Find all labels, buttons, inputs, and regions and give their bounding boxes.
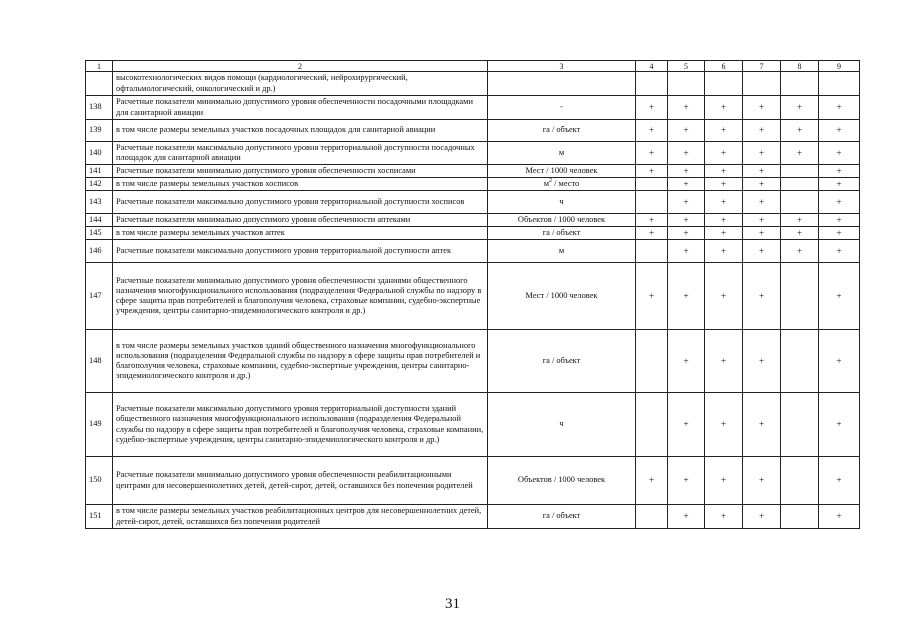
row-number: 142	[86, 178, 113, 191]
row-description: в том числе размеры земельных участков посадочных площадок для санитарной авиации	[113, 120, 488, 142]
row-number: 146	[86, 240, 113, 263]
unit-text: -	[560, 102, 563, 112]
col-header: 2	[113, 61, 488, 72]
applicability-mark: +	[819, 457, 860, 505]
col-header: 9	[819, 61, 860, 72]
row-unit	[488, 214, 636, 227]
unit-text: Объектов / 1000 человек	[517, 214, 606, 224]
applicability-mark	[781, 393, 819, 457]
applicability-mark: +	[705, 240, 743, 263]
unit-tail: / место	[552, 178, 580, 188]
table-row	[86, 191, 860, 214]
applicability-mark: +	[705, 457, 743, 505]
applicability-mark: +	[705, 178, 743, 191]
applicability-mark: +	[668, 227, 705, 240]
row-unit	[488, 457, 636, 505]
applicability-mark: +	[705, 214, 743, 227]
applicability-mark: +	[819, 165, 860, 178]
row-unit	[488, 240, 636, 263]
applicability-mark: +	[636, 96, 668, 120]
unit-text: м	[558, 147, 565, 157]
row-unit	[488, 165, 636, 178]
row-number: 145	[86, 227, 113, 240]
applicability-mark	[781, 457, 819, 505]
row-description: в том числе размеры земельных участков зданий общественного назначения многофункционального использования (подразделения Федеральной службы по надзору в сфере защиты прав потребителей и благополучия человека, страховые компании, судебно-экспертные учреждения, центры санитарно-эпидемиологического контроля и др.)	[113, 330, 488, 393]
unit-text: Мест / 1000 человек	[525, 165, 598, 175]
unit-text: га / объект	[542, 125, 581, 135]
applicability-mark: +	[668, 214, 705, 227]
applicability-mark	[781, 263, 819, 330]
applicability-mark: +	[705, 263, 743, 330]
row-number: 148	[86, 330, 113, 393]
applicability-mark	[819, 72, 860, 96]
unit-text: Мест / 1000 человек	[525, 290, 598, 300]
applicability-mark: +	[743, 227, 781, 240]
applicability-mark: +	[668, 263, 705, 330]
applicability-mark: +	[743, 505, 781, 529]
applicability-mark: +	[705, 142, 743, 165]
applicability-mark: +	[819, 505, 860, 529]
row-description: Расчетные показатели минимально допустимого уровня обеспеченности хосписами	[113, 165, 488, 178]
table-row	[86, 120, 860, 142]
unit-text: м	[558, 245, 565, 255]
applicability-mark: +	[819, 227, 860, 240]
applicability-mark	[636, 505, 668, 529]
unit-superscript: 2	[549, 178, 553, 185]
page-number: 31	[445, 596, 460, 612]
applicability-mark: +	[705, 96, 743, 120]
applicability-mark: +	[668, 393, 705, 457]
col-header: 3	[488, 61, 636, 72]
row-description: в том числе размеры земельных участков аптек	[113, 227, 488, 240]
table-row	[86, 505, 860, 529]
applicability-mark: +	[819, 330, 860, 393]
applicability-mark	[781, 330, 819, 393]
table-row	[86, 457, 860, 505]
applicability-mark: +	[819, 142, 860, 165]
applicability-mark: +	[636, 263, 668, 330]
row-number: 141	[86, 165, 113, 178]
table-row	[86, 263, 860, 330]
row-unit	[488, 120, 636, 142]
row-number: 143	[86, 191, 113, 214]
applicability-mark: +	[743, 330, 781, 393]
applicability-mark: +	[705, 505, 743, 529]
applicability-mark: +	[819, 393, 860, 457]
col-header: 8	[781, 61, 819, 72]
applicability-mark: +	[781, 227, 819, 240]
row-unit	[488, 393, 636, 457]
applicability-mark: +	[668, 142, 705, 165]
applicability-mark: +	[668, 240, 705, 263]
table-row	[86, 165, 860, 178]
standards-table	[85, 60, 860, 529]
applicability-mark	[636, 240, 668, 263]
applicability-mark	[781, 191, 819, 214]
unit-text: га / объект	[542, 227, 581, 237]
row-description: Расчетные показатели минимально допустимого уровня обеспеченности посадочными площадками для санитарной авиации	[113, 96, 488, 120]
applicability-mark: +	[705, 393, 743, 457]
unit-text: ч	[559, 196, 564, 206]
applicability-mark: +	[743, 240, 781, 263]
applicability-mark: +	[781, 214, 819, 227]
row-description: Расчетные показатели минимально допустимого уровня обеспеченности аптеками	[113, 214, 488, 227]
applicability-mark: +	[636, 142, 668, 165]
applicability-mark	[781, 505, 819, 529]
row-description: Расчетные показатели максимально допустимого уровня территориальной доступности хосписов	[113, 191, 488, 214]
row-unit	[488, 227, 636, 240]
row-number: 150	[86, 457, 113, 505]
row-description: Расчетные показатели максимально допустимого уровня территориальной доступности аптек	[113, 240, 488, 263]
applicability-mark	[636, 72, 668, 96]
applicability-mark	[636, 191, 668, 214]
unit-text: м	[543, 178, 550, 188]
row-number: 138	[86, 96, 113, 120]
row-unit	[488, 178, 636, 191]
applicability-mark: +	[636, 120, 668, 142]
applicability-mark: +	[636, 165, 668, 178]
unit-text: ч	[559, 419, 564, 429]
row-number: 147	[86, 263, 113, 330]
applicability-mark: +	[743, 214, 781, 227]
applicability-mark	[781, 178, 819, 191]
applicability-mark: +	[743, 165, 781, 178]
row-unit	[488, 191, 636, 214]
column-number-row	[86, 61, 860, 72]
row-number: 149	[86, 393, 113, 457]
applicability-mark: +	[705, 330, 743, 393]
unit-text: Объектов / 1000 человек	[517, 475, 606, 485]
applicability-mark	[781, 165, 819, 178]
applicability-mark	[705, 72, 743, 96]
applicability-mark: +	[819, 120, 860, 142]
applicability-mark: +	[705, 227, 743, 240]
applicability-mark	[636, 330, 668, 393]
row-unit	[488, 505, 636, 529]
row-description: Расчетные показатели максимально допустимого уровня территориальной доступности зданий общественного назначения многофункционального использования (подразделения Федеральной службы по надзору в сфере защиты прав потребителей и благополучия человека, страховые компании, судебно-экспертные учреждения, центры санитарно-эпидемиологического контроля и др.)	[113, 393, 488, 457]
applicability-mark: +	[819, 96, 860, 120]
applicability-mark: +	[668, 178, 705, 191]
applicability-mark: +	[668, 96, 705, 120]
unit-text: га / объект	[542, 355, 581, 365]
row-description: в том числе размеры земельных участков реабилитационных центров для несовершеннолетних детей, детей-сирот, детей, оставшихся без попечения родителей	[113, 505, 488, 529]
table-row	[86, 240, 860, 263]
applicability-mark: +	[819, 214, 860, 227]
table-row	[86, 142, 860, 165]
table-row	[86, 330, 860, 393]
row-number: 140	[86, 142, 113, 165]
applicability-mark: +	[668, 505, 705, 529]
applicability-mark	[743, 72, 781, 96]
table-row	[86, 393, 860, 457]
applicability-mark: +	[819, 178, 860, 191]
row-number: 139	[86, 120, 113, 142]
table-row	[86, 227, 860, 240]
table-row	[86, 178, 860, 191]
applicability-mark: +	[819, 263, 860, 330]
applicability-mark: +	[781, 240, 819, 263]
applicability-mark: +	[705, 165, 743, 178]
applicability-mark: +	[668, 191, 705, 214]
row-number: 144	[86, 214, 113, 227]
applicability-mark: +	[819, 240, 860, 263]
row-description: Расчетные показатели минимально допустимого уровня обеспеченности зданиями общественного назначения многофункционального использования (подразделения Федеральной службы по надзору в сфере защиты прав потребителей и благополучия человека, страховые компании, судебно-экспертные учреждения, центры санитарно-эпидемиологического контроля и др.)	[113, 263, 488, 330]
applicability-mark	[781, 72, 819, 96]
applicability-mark: +	[819, 191, 860, 214]
applicability-mark: +	[743, 96, 781, 120]
applicability-mark: +	[743, 178, 781, 191]
unit-text: га / объект	[542, 511, 581, 521]
applicability-mark: +	[636, 457, 668, 505]
row-unit	[488, 142, 636, 165]
applicability-mark: +	[668, 330, 705, 393]
applicability-mark: +	[781, 142, 819, 165]
row-description: Расчетные показатели максимально допустимого уровня территориальной доступности посадочных площадок для санитарной авиации	[113, 142, 488, 165]
applicability-mark: +	[636, 214, 668, 227]
applicability-mark: +	[668, 457, 705, 505]
table-row	[86, 214, 860, 227]
col-header: 4	[636, 61, 668, 72]
col-header: 1	[86, 61, 113, 72]
row-number	[86, 72, 113, 96]
applicability-mark: +	[743, 457, 781, 505]
col-header: 6	[705, 61, 743, 72]
applicability-mark: +	[743, 393, 781, 457]
col-header: 7	[743, 61, 781, 72]
applicability-mark: +	[743, 120, 781, 142]
applicability-mark: +	[743, 142, 781, 165]
col-header: 5	[668, 61, 705, 72]
table-row	[86, 72, 860, 96]
applicability-mark	[668, 72, 705, 96]
applicability-mark: +	[668, 165, 705, 178]
row-unit	[488, 96, 636, 120]
row-unit	[488, 330, 636, 393]
applicability-mark: +	[781, 96, 819, 120]
row-unit	[488, 72, 636, 96]
applicability-mark: +	[705, 120, 743, 142]
table-row	[86, 96, 860, 120]
row-description: высокотехнологических видов помощи (кардиологический, нейрохирургический, офтальмологический, онкологический и др.)	[113, 72, 488, 96]
applicability-mark	[636, 393, 668, 457]
row-number: 151	[86, 505, 113, 529]
applicability-mark: +	[743, 263, 781, 330]
applicability-mark: +	[668, 120, 705, 142]
applicability-mark: +	[781, 120, 819, 142]
applicability-mark	[636, 178, 668, 191]
applicability-mark: +	[636, 227, 668, 240]
row-unit	[488, 263, 636, 330]
applicability-mark: +	[743, 191, 781, 214]
row-description: в том числе размеры земельных участков хосписов	[113, 178, 488, 191]
applicability-mark: +	[705, 191, 743, 214]
row-description: Расчетные показатели минимально допустимого уровня обеспеченности реабилитационными центрами для несовершеннолетних детей, детей-сирот, детей, оставшихся без попечения родителей	[113, 457, 488, 505]
